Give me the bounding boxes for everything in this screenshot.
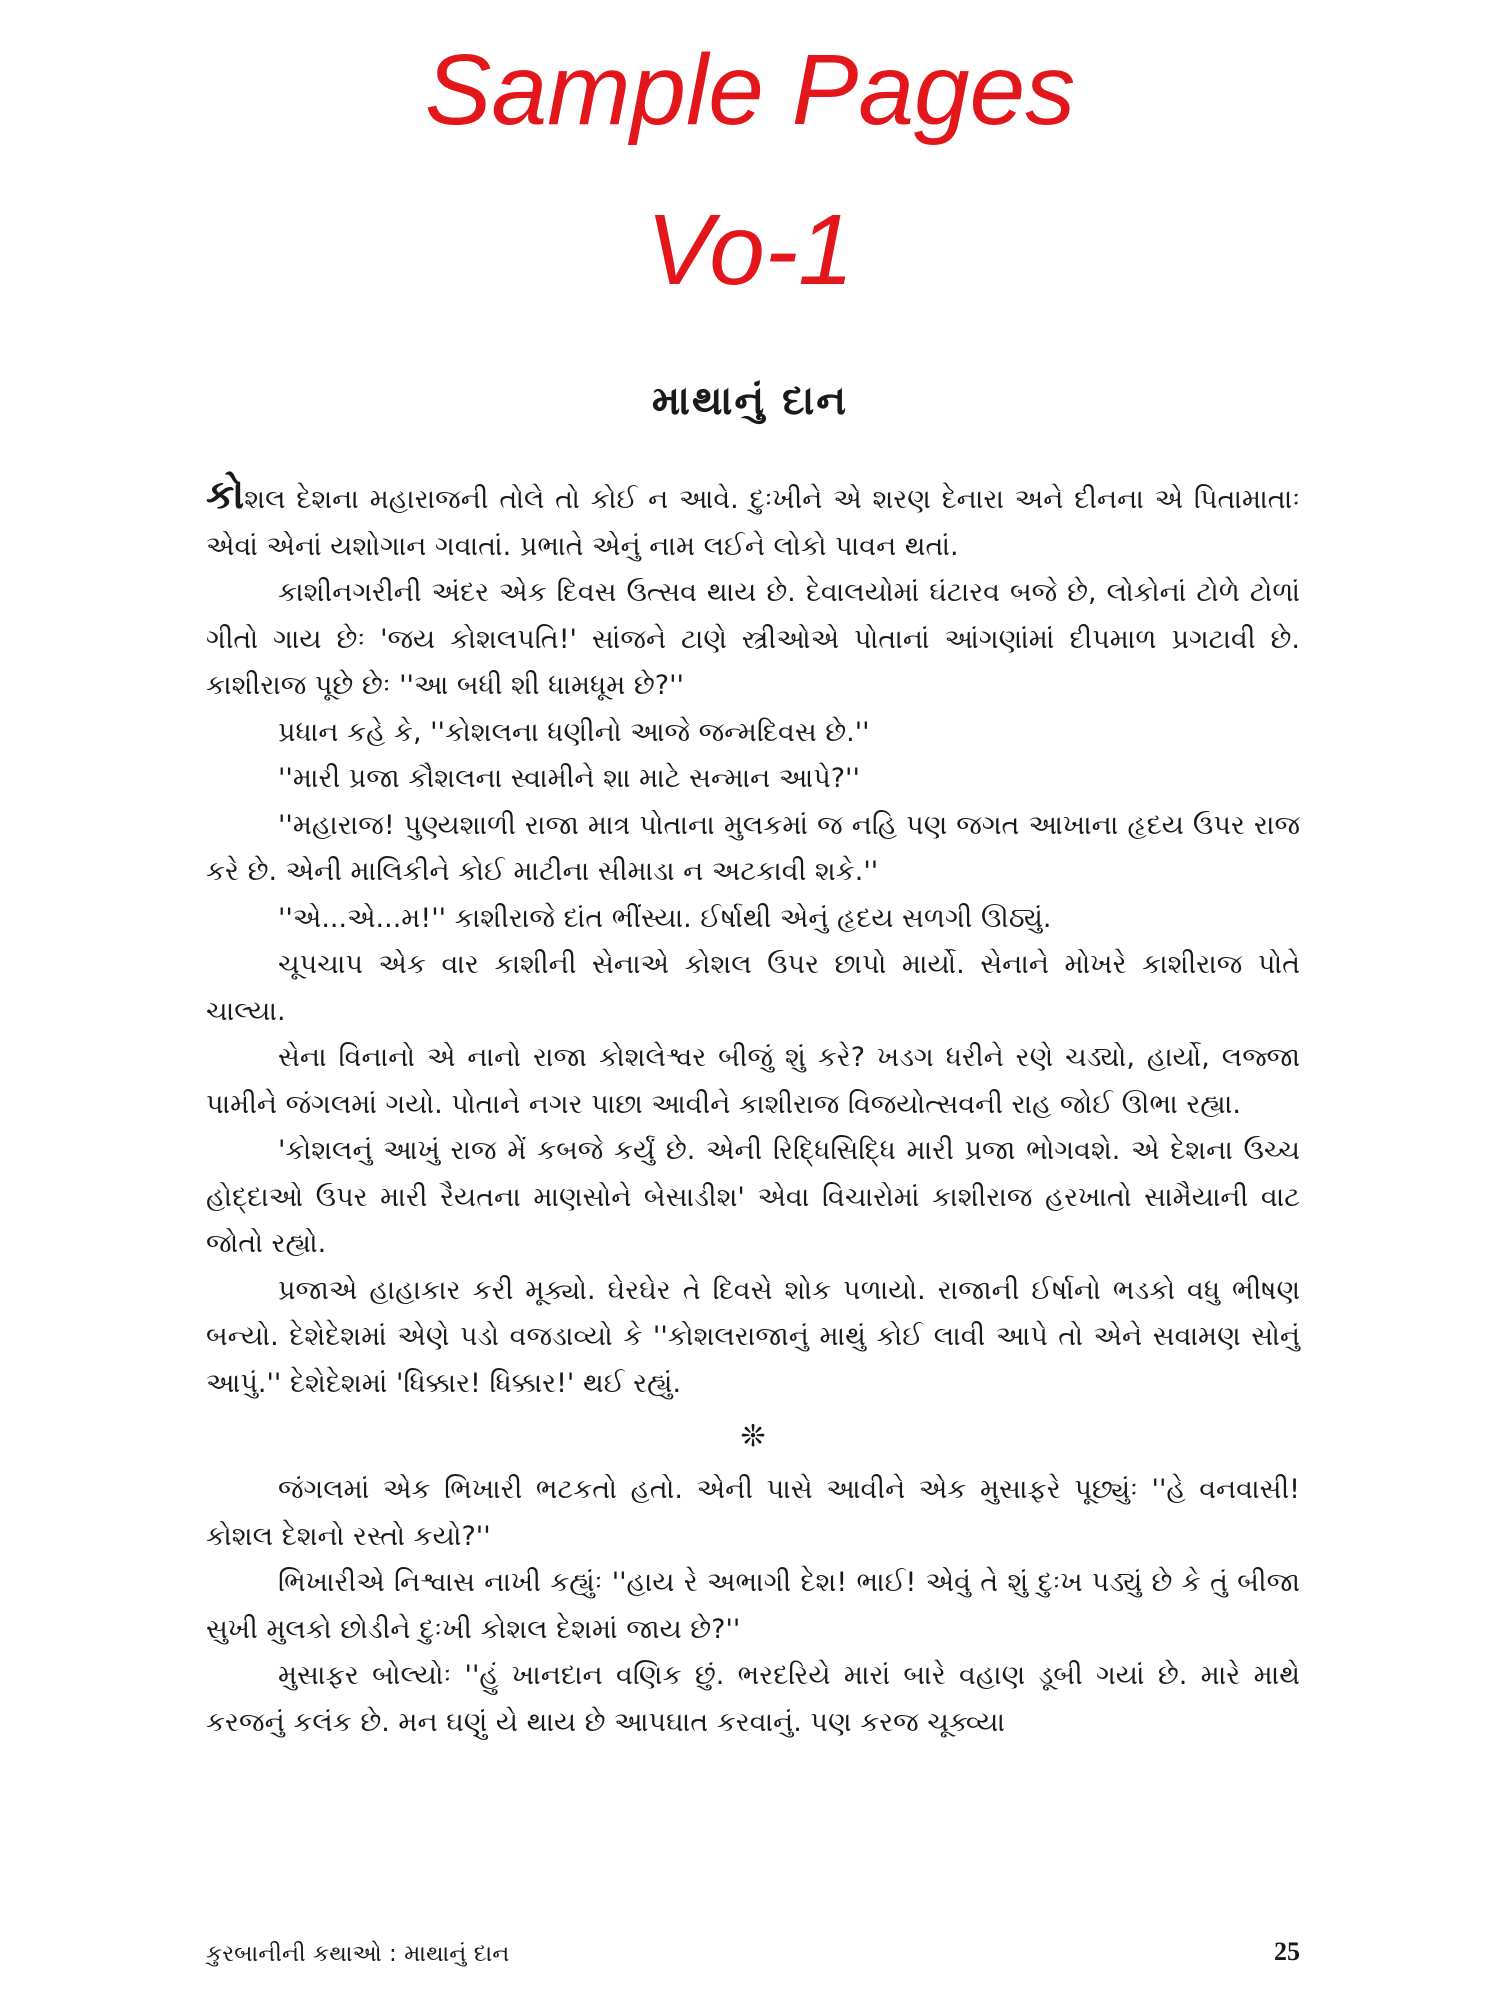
drop-cap: કો [206, 472, 245, 518]
paragraph-2: કાશીનગરીની અંદર એક દિવસ ઉત્સવ થાય છે. દેવાલયોમાં ઘંટારવ બજે છે, લોકોનાં ટોળે ટોળાં ગીતો ગાય છેઃ 'જય કોશલપતિ!' સાંજને ટાણે સ્ત્રીઓએ પોતાનાં આંગણાંમાં દીપમાળ પ્રગટાવી છે. કાશીરાજ પૂછે છેઃ ''આ બધી શી ધામધૂમ છે?'' [206, 577, 1300, 701]
paragraph-3: પ્રધાન કહે કે, ''કોશલના ધણીનો આજે જન્મદિવસ છે.'' [278, 716, 870, 748]
paragraph-8: સેના વિનાનો એ નાનો રાજા કોશલેશ્વર બીજું શું કરે? ખડગ ધરીને રણે ચડ્યો, હાર્યો, લજ્જા પામીને જંગલમાં ગયો. પોતાને નગર પાછા આવીને કાશીરાજ વિજયોત્સવની રાહ જોઈ ઊભા રહ્યા. [206, 1042, 1300, 1120]
paragraph-1-text: શલ દેશના મહારાજની તોલે તો કોઈ ન આવે. દુઃખીને એ શરણ દેનારા અને દીનના એ પિતામાતાઃ એવાં એનાં યશોગાન ગવાતાં. પ્રભાતે એનું નામ લઈને લોકો પાવન થતાં. [206, 484, 1300, 562]
paragraph-5: ''મહારાજ! પુણ્યશાળી રાજા માત્ર પોતાના મુલકમાં જ નહિ પણ જગત આખાના હૃદય ઉપર રાજ કરે છે. એની માલિકીને કોઈ માટીના સીમાડા ન અટકાવી શકે.'' [206, 809, 1300, 887]
paragraph-13: મુસાફર બોલ્યોઃ ''હું ખાનદાન વણિક છું. ભરદરિયે મારાં બારે વહાણ ડૂબી ગયાં છે. મારે માથે કરજનું કલંક છે. મન ઘણું યે થાય છે આપઘાત કરવાનું. પણ કરજ ચૂક્વ્યા [206, 1660, 1300, 1738]
story-body [206, 472, 1300, 1746]
paragraph-1 [206, 472, 1300, 570]
watermark-line-1: Sample Pages [424, 34, 1076, 146]
page-number: 25 [1274, 1937, 1300, 1966]
paragraph-7: ચૂપચાપ એક વાર કાશીની સેનાએ કોશલ ઉપર છાપો માર્યો. સેનાને મોખરે કાશીરાજ પોતે ચાલ્યા. [206, 949, 1300, 1027]
paragraph-4: ''મારી પ્રજા કૌશલના સ્વામીને શા માટે સન્માન આપે?'' [278, 763, 860, 794]
running-footer-title: કુરબાનીની કથાઓ : માથાનું દાન [206, 1941, 510, 1967]
paragraph-10: પ્રજાએ હાહાકાર કરી મૂક્યો. ઘેરઘેર તે દિવસે શોક પળાયો. રાજાની ઈર્ષાનો ભડકો વધુ ભીષણ બન્યો. દેશેદેશમાં એણે પડો વજડાવ્યો કે ''કોશલરાજાનું માથું કોઈ લાવી આપે તો એને સવામણ સોનું આપું.'' દેશેદેશમાં 'ધિક્કાર! ધિક્કાર!' થઈ રહ્યું. [206, 1274, 1300, 1399]
page-title: માથાનું દાન [651, 378, 849, 424]
watermark-line-2: Vo-1 [646, 194, 854, 306]
section-separator-icon: ❊ [740, 1419, 766, 1454]
paragraph-6: ''એ...એ...મ!'' કાશીરાજે દાંત ભીંસ્યા. ઈર્ષાથી એનું હૃદય સળગી ઊઠ્યું. [278, 902, 1052, 934]
paragraph-9: 'કોશલનું આખું રાજ મેં કબજે કર્યું છે. એની રિદ્ધિસિદ્ધિ મારી પ્રજા ભોગવશે. એ દેશના ઉચ્ચ હોદ્દાઓ ઉપર મારી રૈયતના માણસોને બેસાડીશ' એવા વિચારોમાં કાશીરાજ હરખાતો સામૈયાની વાટ જોતો રહ્યો. [206, 1135, 1300, 1259]
paragraph-12: ભિખારીએ નિશ્વાસ નાખી કહ્યુંઃ ''હાય રે અભાગી દેશ! ભાઈ! એવું તે શું દુઃખ પડ્યું છે કે તું બીજા સુખી મુલકો છોડીને દુઃખી કોશલ દેશમાં જાય છે?'' [206, 1567, 1300, 1645]
paragraph-11: જંગલમાં એક ભિખારી ભટકતો હતો. એની પાસે આવીને એક મુસાફરે પૂછ્યુંઃ ''હે વનવાસી! કોશલ દેશનો રસ્તો કયો?'' [206, 1474, 1300, 1552]
